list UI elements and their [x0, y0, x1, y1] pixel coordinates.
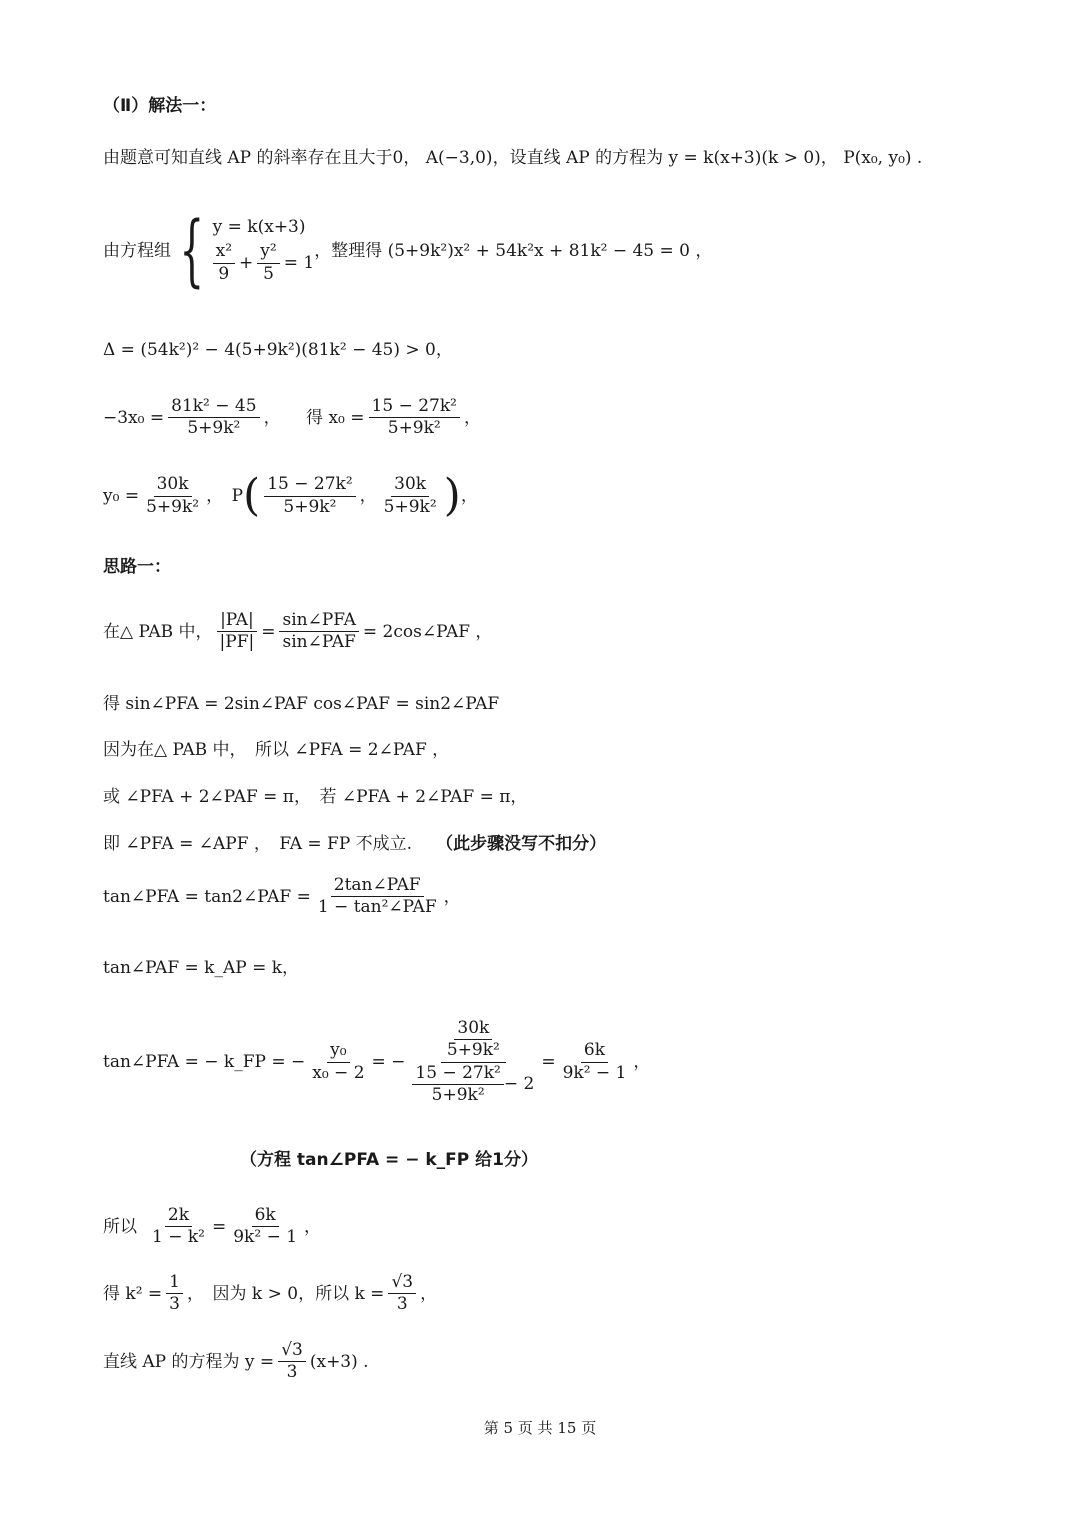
- problem-setup: 由题意可知直线 AP 的斜率存在且大于0， A(−3,0)，设直线 AP 的方程为 y = k(x+3)(k > 0)， P(x₀, y₀) .: [103, 148, 923, 168]
- sys-prefix: 由方程组: [103, 240, 171, 261]
- fraction: $\frac{\text{sin∠PFA}}{\text{sin∠PAF}}$: [279, 610, 358, 654]
- fraction: $\frac{|PA|}{|PF|}$: [217, 610, 258, 654]
- fraction: $\frac{√3}{3}$: [278, 1340, 306, 1384]
- compound-fraction: $\frac{30k}{\text{5+9k²}}$ $\frac{\text{15 − 27k²}}{\text{5+9k²}}$ − 2: [409, 1018, 537, 1106]
- y0-line: y₀ = $\frac{30k}{\text{5+9k²}}$ ， P ( $\frac{\text{15 − 27k²}}{\text{5+9k²}}$ ， $\frac{30k}{\text{5+9k²}}$ ) ，: [103, 470, 478, 521]
- fraction: $\frac{6k}{\text{9k² − 1}}$: [233, 1205, 298, 1248]
- ie-line: 即 ∠PFA = ∠APF ， FA = FP 不成立. （此步骤没写不扣分）: [103, 834, 607, 854]
- fraction: $\frac{6k}{\text{9k² − 1}}$: [562, 1040, 627, 1083]
- frac-num: y²: [257, 241, 279, 263]
- k-solution-line: 得 k² = $\frac{1}{3}$ ， 因为 k > 0，所以 k = $\frac{√3}{3}$ ，: [103, 1272, 438, 1315]
- discriminant: Δ = (54k²)² − 4(5+9k²)(81k² − 45) > 0，: [103, 340, 453, 360]
- tan-paf-line: tan∠PAF = k_AP = k，: [103, 958, 300, 978]
- triangle-ratio: 在△ PAB 中， $\frac{|PA|}{|PF|}$ = $\frac{\text{sin∠PFA}}{\text{sin∠PAF}}$ = 2cos∠PAF ，: [103, 610, 493, 653]
- scoring-note: （此步骤没写不扣分）: [436, 834, 607, 854]
- fraction: $\frac{30k}{\text{5+9k²}}$: [383, 474, 437, 517]
- section-title: （Ⅱ）解法一：: [103, 96, 217, 116]
- fraction: $\frac{\text{81k² − 45}}{\text{5+9k²}}$: [168, 396, 259, 440]
- frac-num: x²: [213, 241, 235, 263]
- so-line: 所以 $\frac{2k}{\text{1 − k²}}$ = $\frac{6k}{\text{9k² − 1}}$ ，: [103, 1205, 322, 1248]
- frac-den: 9: [218, 263, 230, 284]
- fraction: $\frac{\text{y₀}}{\text{x₀ − 2}}$: [312, 1040, 365, 1083]
- frac-den: 5: [263, 263, 274, 284]
- sin-line: 得 sin∠PFA = 2sin∠PAF cos∠PAF = sin2∠PAF: [103, 694, 500, 714]
- fraction: $\frac{30k}{\text{5+9k²}}$: [146, 474, 200, 517]
- fraction: $\frac{1}{3}$: [166, 1272, 183, 1316]
- page-footer: 第 5 页 共 15 页: [483, 1419, 597, 1437]
- sys-eq1: y = k(x+3): [212, 217, 306, 238]
- because-line: 因为在△ PAB 中， 所以 ∠PFA = 2∠PAF ，: [103, 740, 450, 760]
- tan-pfa-line: tan∠PFA = − k_FP = − $\frac{\text{y₀}}{\text{x₀ − 2}}$ = − $\frac{30k}{\text{5+9k²}}$ $\frac{\text{15 − 27k²}}{\text{5+9k²}}$ − 2 = $\frac{6k}{\text{9k² − 1}}$ ，: [103, 1018, 651, 1105]
- equation-system: { y = k(x+3) $\frac{\text{x²}}{9}$ + $\frac{\text{y²}}{5}$ = 1: [179, 206, 315, 296]
- fraction: $\frac{√3}{3}$: [388, 1272, 416, 1316]
- fraction: $\frac{\text{15 − 27k²}}{\text{5+9k²}}$: [264, 474, 355, 518]
- fraction: $\frac{\text{15 − 27k²}}{\text{5+9k²}}$: [369, 396, 460, 440]
- idea-title: 思路一：: [103, 557, 171, 577]
- sys-eq2: $\frac{\text{x²}}{9}$ + $\frac{\text{y²}}{5}$ = 1: [213, 241, 315, 285]
- scoring-note: （方程 tan∠PFA = − k_FP 给1分）: [240, 1150, 539, 1170]
- fraction: $\frac{\text{2tan∠PAF}}{\text{1 − tan²∠PAF}}$: [317, 875, 437, 918]
- tan-double-line: tan∠PFA = tan2∠PAF = $\frac{\text{2tan∠PAF}}{\text{1 − tan²∠PAF}}$ ，: [103, 875, 461, 918]
- x0-line: −3x₀ = $\frac{\text{81k² − 45}}{\text{5+9k²}}$ ， 得 x₀ = $\frac{\text{15 − 27k²}}{\text{5+9k²}}$ ，: [103, 396, 481, 439]
- line-equation: 直线 AP 的方程为 y = $\frac{√3}{3}$ (x+3) .: [103, 1340, 369, 1383]
- fraction: $\frac{2k}{\text{1 − k²}}$: [152, 1205, 205, 1248]
- sys-result: ，整理得 (5+9k²)x² + 54k²x + 81k² − 45 = 0 ，: [314, 240, 713, 261]
- equation-system-line: [103, 206, 713, 296]
- or-line: 或 ∠PFA + 2∠PAF = π， 若 ∠PFA + 2∠PAF = π，: [103, 787, 528, 807]
